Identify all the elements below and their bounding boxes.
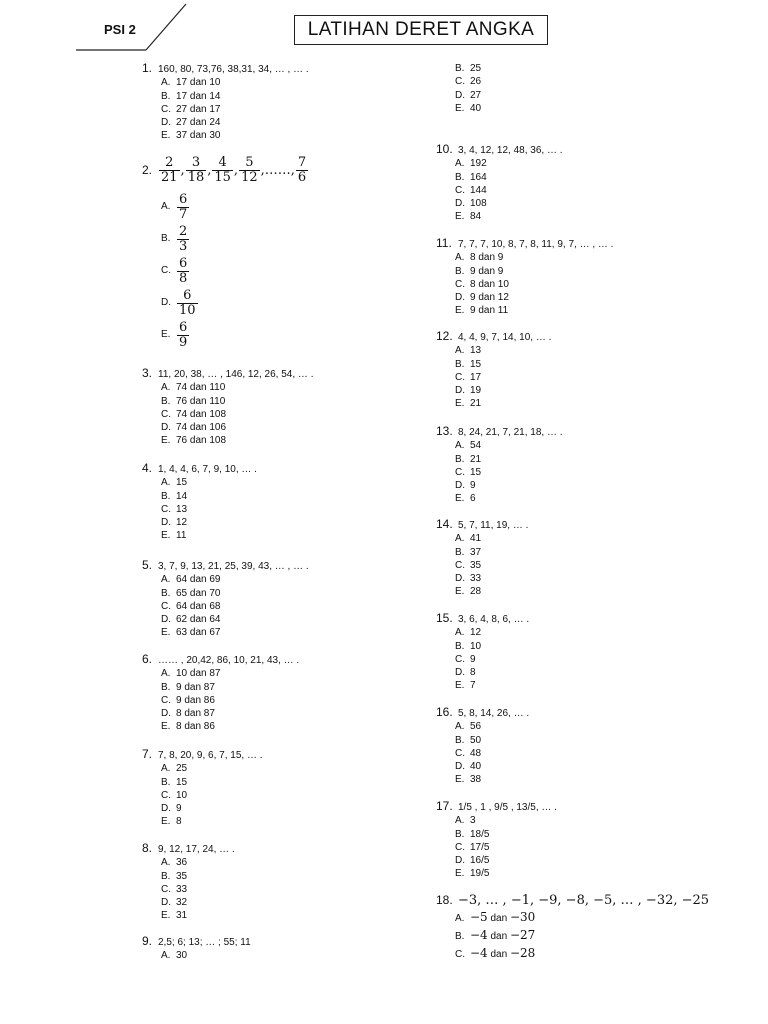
option-b: B. 18/5 <box>455 828 490 840</box>
series-fraction: $\frac{5}{12}$ <box>241 155 258 185</box>
option-b: B. 35 <box>161 870 188 882</box>
option-b: B. 9 dan 87 <box>161 681 215 693</box>
question-15: 15. 3, 6, 4, 8, 6, … . A. 12 B. 10 C. 9 D. 8 E. 7 <box>436 611 530 692</box>
option-d: D. 8 <box>455 667 476 679</box>
question-12: 12. 4, 4, 9, 7, 14, 10, … . A. 13 B. 15 C. 17 D. 19 E. 21 <box>436 329 552 410</box>
option-c: C. 9 dan 86 <box>161 694 215 706</box>
question-14: 14. 5, 7, 11, 19, … . A. 41 B. 37 C. 35 D. 33 E. 28 <box>436 517 529 598</box>
option-e: E. 37 dan 30 <box>161 130 221 142</box>
series-fraction: $\frac{4}{15}$ <box>214 155 231 185</box>
option-e: E. 40 <box>455 102 482 114</box>
option-b: B. 17 dan 14 <box>161 90 221 102</box>
option-a: A. −5 dan −30 <box>455 910 536 925</box>
option-d: D. 40 <box>455 761 482 773</box>
option-b: B. 50 <box>455 734 482 746</box>
option-b: B. 76 dan 110 <box>161 395 226 407</box>
option-a: A. 192 <box>455 158 487 170</box>
option-c: C. 15 <box>455 466 482 478</box>
question-9-continued <box>436 62 481 115</box>
option-d: D. $\frac{6}{10}$ <box>161 287 196 318</box>
option-c: C. 35 <box>455 559 482 571</box>
option-b: B. 164 <box>455 171 487 183</box>
page-title: LATIHAN DERET ANGKA <box>294 15 548 45</box>
question-13: 13. 8, 24, 21, 7, 21, 18, … . A. 54 B. 21 C. 15 D. 9 E. 6 <box>436 424 563 505</box>
option-e: E. 38 <box>455 774 482 786</box>
option-e: E. 63 dan 67 <box>161 627 221 639</box>
option-a: A. 54 <box>455 440 482 452</box>
question-2: 2. $\frac{2}{21}$ , $\frac{3}{18}$ , $\frac{4}{15}$ , $\frac{5}{12}$ , …… , $\frac{7}{6}$ A. $\frac{6}{7}$ B. $\frac{2}{3}$ C. $\frac{6}{8}$ D. $\frac{6}{10}$ E. $\frac{6}{9}$ <box>142 156 309 351</box>
question-9: 9. 2,5; 6; 13; … ; 55; 11 A. 30 <box>142 934 251 962</box>
option-e: E. 8 <box>161 816 182 828</box>
option-e: E. 21 <box>455 398 482 410</box>
option-b: B. 37 <box>455 546 482 558</box>
option-c: C. 27 dan 17 <box>161 103 221 115</box>
option-d: D. 62 dan 64 <box>161 614 221 626</box>
question-6: 6. …… , 20,42, 86, 10, 21, 43, … . A. 10 dan 87 B. 9 dan 87 C. 9 dan 86 D. 8 dan 87 E. 8 dan 86 <box>142 652 300 733</box>
option-c: C. −4 dan −28 <box>455 946 536 961</box>
psi-label: PSI 2 <box>104 22 136 37</box>
question-3: 3. 11, 20, 38, … , 146, 12, 26, 54, … . A. 74 dan 110 B. 76 dan 110 C. 74 dan 108 D. 74 dan 106 E. 76 dan 108 <box>142 366 314 447</box>
question-4: 4. 1, 4, 4, 6, 7, 9, 10, … . A. 15 B. 14 C. 13 D. 12 E. 11 <box>142 461 257 542</box>
option-d: D. 9 dan 12 <box>455 292 509 304</box>
question-16: 16. 5, 8, 14, 26, … . A. 56 B. 50 C. 48 D. 40 E. 38 <box>436 705 530 786</box>
option-a: A. 74 dan 110 <box>161 382 226 394</box>
option-e: E. 6 <box>455 493 476 505</box>
option-c: C. 10 <box>161 789 188 801</box>
option-d: D. 32 <box>161 897 188 909</box>
option-d: D. 16/5 <box>455 855 490 867</box>
option-a: A. 12 <box>455 627 482 639</box>
option-c: C. 48 <box>455 747 482 759</box>
question-11: 11. 7, 7, 7, 10, 8, 7, 8, 11, 9, 7, … , … . A. 8 dan 9 B. 9 dan 9 C. 8 dan 10 D. 9 dan 12 E. 9 dan 11 <box>436 236 614 317</box>
option-b: B. 25 <box>455 63 482 74</box>
option-e: E. 11 <box>161 530 187 542</box>
option-b: B. 65 dan 70 <box>161 587 221 599</box>
option-a: A. 64 dan 69 <box>161 574 221 586</box>
option-a: A. 56 <box>455 721 482 733</box>
option-c: C. 64 dan 68 <box>161 600 221 612</box>
option-b: B. 15 <box>455 358 482 370</box>
option-e: E. $\frac{6}{9}$ <box>161 319 188 350</box>
option-e: E. 9 dan 11 <box>455 305 509 317</box>
option-e: E. 31 <box>161 910 188 922</box>
option-c: C. 9 <box>455 653 476 665</box>
option-d: D. 12 <box>161 517 188 529</box>
option-d: D. 74 dan 106 <box>161 422 227 434</box>
question-number: 2. <box>142 162 153 177</box>
question-7: 7. 7, 8, 20, 9, 6, 7, 15, … . A. 25 B. 15 C. 10 D. 9 E. 8 <box>142 747 263 828</box>
option-d: D. 9 <box>455 480 476 492</box>
option-c: C. 17 <box>455 371 482 383</box>
option-a: A. 17 dan 10 <box>161 77 221 89</box>
option-b: B. 21 <box>455 453 482 465</box>
option-e: E. 8 dan 86 <box>161 721 215 733</box>
option-a: A. 36 <box>161 857 188 869</box>
option-a: A. $\frac{6}{7}$ <box>161 191 188 222</box>
question-8: 8. 9, 12, 17, 24, … . A. 36 B. 35 C. 33 D. 32 E. 31 <box>142 841 235 922</box>
header-lines <box>0 0 200 60</box>
option-c: C. 8 dan 10 <box>455 278 509 290</box>
question-number: 1. <box>142 61 153 75</box>
option-a: A. 15 <box>161 477 188 489</box>
option-e: E. 76 dan 108 <box>161 435 227 447</box>
series-fraction: $\frac{7}{6}$ <box>297 155 307 185</box>
question-1 <box>142 62 309 143</box>
option-c: C. 26 <box>455 76 482 88</box>
option-d: D. 8 dan 87 <box>161 708 215 720</box>
option-e: E. 19/5 <box>455 868 490 880</box>
option-a: A. 41 <box>455 533 482 545</box>
option-c: C. 17/5 <box>455 841 490 853</box>
question-17: 17. 1/5 , 1 , 9/5 , 13/5, … . A. 3 B. 18/5 C. 17/5 D. 16/5 E. 19/5 <box>436 799 557 880</box>
option-d: D. 33 <box>455 573 482 585</box>
option-a: A. 8 dan 9 <box>455 252 504 264</box>
option-b: B. 15 <box>161 776 188 788</box>
question-5: 5. 3, 7, 9, 13, 21, 25, 39, 43, … , … . A. 64 dan 69 B. 65 dan 70 C. 64 dan 68 D. 62 dan 64 E. 63 dan 67 <box>142 558 309 639</box>
option-b: B. 9 dan 9 <box>455 265 504 277</box>
option-c: C. $\frac{6}{8}$ <box>161 255 188 286</box>
option-a: A. 25 <box>161 763 188 775</box>
option-a: A. 30 <box>161 950 188 962</box>
option-b: B. 10 <box>455 640 482 652</box>
question-18: 18. −3, … , −1, −9, −8, −5, … , −32, −25 A. −5 dan −30 B. −4 dan −27 C. −4 dan −28 <box>436 894 709 963</box>
option-c: C. 33 <box>161 883 188 895</box>
option-e: E. 84 <box>455 211 482 223</box>
question-10: 10. 3, 4, 12, 12, 48, 36, … . A. 192 B. 164 C. 144 D. 108 E. 84 <box>436 142 563 223</box>
question-text: 160, 80, 73,76, 38,31, 34, … , … . <box>158 64 309 75</box>
option-a: A. 13 <box>455 345 482 357</box>
option-b: B. $\frac{2}{3}$ <box>161 223 188 254</box>
option-d: D. 27 dan 24 <box>161 117 221 129</box>
option-d: D. 27 <box>455 89 482 101</box>
option-e: E. 7 <box>455 680 476 692</box>
option-a: A. 3 <box>455 815 476 827</box>
option-a: A. 10 dan 87 <box>161 668 221 680</box>
option-d: D. 9 <box>161 803 182 815</box>
series-fraction: $\frac{2}{21}$ <box>161 155 178 185</box>
option-e: E. 28 <box>455 586 482 598</box>
option-c: C. 13 <box>161 503 188 515</box>
option-c: C. 144 <box>455 184 487 196</box>
option-d: D. 19 <box>455 385 482 397</box>
option-b: B. 14 <box>161 490 188 502</box>
option-c: C. 74 dan 108 <box>161 408 227 420</box>
option-d: D. 108 <box>455 198 487 210</box>
option-b: B. −4 dan −27 <box>455 928 536 943</box>
series-fraction: $\frac{3}{18}$ <box>187 155 205 185</box>
